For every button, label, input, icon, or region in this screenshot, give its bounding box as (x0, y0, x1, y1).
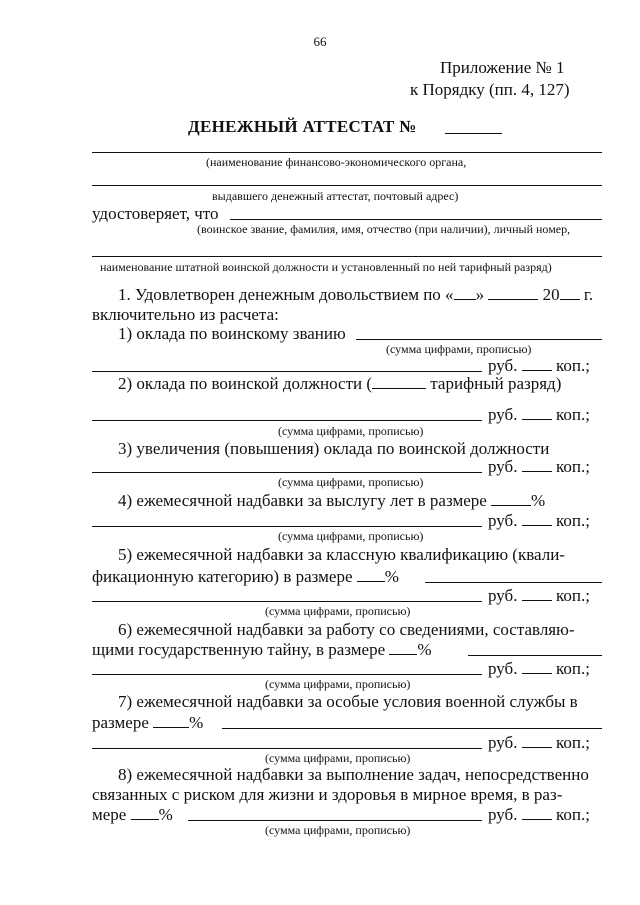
section1-text-b: » (475, 285, 485, 304)
kop-field[interactable] (522, 511, 552, 526)
position-caption: наименование штатной воинской должности и установленный по ней тарифный разряд) (100, 260, 552, 274)
kop-label: коп.; (555, 805, 590, 824)
finance-org-line[interactable] (92, 152, 602, 153)
item8-percent-field[interactable] (131, 805, 159, 820)
item6-line[interactable] (468, 655, 602, 656)
kop-field[interactable] (522, 356, 552, 371)
item7-rub-row (488, 733, 590, 753)
item7-percent: % (189, 713, 204, 732)
item7-percent-field[interactable] (153, 713, 189, 728)
kop-label: коп.; (555, 511, 590, 530)
item5-sum-line[interactable] (92, 601, 482, 602)
item4-sum-line[interactable] (92, 526, 482, 527)
item5-percent: % (384, 567, 399, 586)
item5-text-b: фикационную категорию) в размере (92, 567, 353, 586)
year-prefix: 20 (542, 285, 560, 304)
item8-text-c: мере (92, 805, 127, 824)
section1-line2: включительно из расчета: (92, 305, 279, 324)
item1-sum-line[interactable] (92, 371, 482, 372)
page-number: 66 (313, 34, 327, 49)
item1-rub-row (488, 356, 590, 376)
section1-line1 (118, 285, 593, 305)
item3-caption: (сумма цифрами, прописью) (278, 475, 424, 489)
item4-percent: % (531, 491, 546, 510)
year-field[interactable] (560, 285, 580, 300)
item5-line2 (92, 567, 399, 587)
rub-label: руб. (488, 511, 518, 530)
kop-field[interactable] (522, 457, 552, 472)
item3-sum-line[interactable] (92, 472, 482, 473)
item7-caption: (сумма цифрами, прописью) (265, 751, 411, 765)
item6-text-b: щими государственную тайну, в размере (92, 640, 386, 659)
item8-percent: % (158, 805, 173, 824)
certifies-label: удостоверяет, что (92, 204, 219, 223)
item4-line (118, 491, 545, 511)
item7-line2 (92, 713, 203, 733)
item2-caption: (сумма цифрами, прописью) (278, 424, 424, 438)
kop-label: коп.; (555, 457, 590, 476)
item4-caption: (сумма цифрами, прописью) (278, 529, 424, 543)
item6-rub-row (488, 659, 590, 679)
item8-line2: связанных с риском для жизни и здоровья в мирное время, в раз- (92, 785, 563, 804)
kop-label: коп.; (555, 733, 590, 752)
item5-line[interactable] (425, 582, 602, 583)
item6-percent-field[interactable] (389, 640, 417, 655)
order-reference: к Порядку (пп. 4, 127) (410, 80, 570, 99)
item8-caption: (сумма цифрами, прописью) (265, 823, 411, 837)
item6-sum-line[interactable] (92, 674, 482, 675)
issuer-address-line[interactable] (92, 185, 602, 186)
document-title: ДЕНЕЖНЫЙ АТТЕСТАТ № (188, 117, 417, 136)
kop-label: коп.; (555, 659, 590, 678)
finance-org-caption: (наименование финансово-экономического органа, (206, 155, 467, 169)
rub-label: руб. (488, 457, 518, 476)
item1-caption: (сумма цифрами, прописью) (386, 342, 532, 356)
position-line[interactable] (92, 256, 602, 257)
kop-label: коп.; (555, 586, 590, 605)
tariff-field[interactable] (372, 374, 426, 389)
item8-rub-row (488, 805, 590, 825)
item7-line[interactable] (222, 728, 602, 729)
item3-label: 3) увеличения (повышения) оклада по воинской должности (118, 439, 550, 458)
item2-text-a: 2) оклада по воинской должности ( (118, 374, 373, 393)
item4-rub-row (488, 511, 590, 531)
item7-line1: 7) ежемесячной надбавки за особые условия военной службы в (118, 692, 578, 711)
month-field[interactable] (488, 285, 538, 300)
item6-line2 (92, 640, 432, 660)
item5-caption: (сумма цифрами, прописью) (265, 604, 411, 618)
kop-field[interactable] (522, 586, 552, 601)
item7-sum-line[interactable] (92, 748, 482, 749)
item2-text-b: тарифный разряд) (430, 374, 562, 393)
kop-field[interactable] (522, 405, 552, 420)
item2-sum-line[interactable] (92, 420, 482, 421)
rub-label: руб. (488, 659, 518, 678)
kop-field[interactable] (522, 805, 552, 820)
item1-label: 1) оклада по воинскому званию (118, 324, 346, 343)
rub-label: руб. (488, 356, 518, 375)
kop-label: коп.; (555, 356, 590, 375)
item8-line1: 8) ежемесячной надбавки за выполнение задач, непосредственно (118, 765, 589, 784)
item4-text-a: 4) ежемесячной надбавки за выслугу лет в размере (118, 491, 487, 510)
item6-line1: 6) ежемесячной надбавки за работу со сведениями, составляю- (118, 620, 575, 639)
item5-rub-row (488, 586, 590, 606)
person-caption: (воинское звание, фамилия, имя, отчество (при наличии), личный номер, (197, 222, 571, 236)
item6-percent: % (417, 640, 432, 659)
item6-caption: (сумма цифрами, прописью) (265, 677, 411, 691)
item8-sum-line[interactable] (188, 820, 482, 821)
item5-percent-field[interactable] (357, 567, 385, 582)
rub-label: руб. (488, 805, 518, 824)
appendix-label: Приложение № 1 (440, 58, 565, 77)
number-field[interactable] (445, 133, 502, 134)
rub-label: руб. (488, 586, 518, 605)
item8-line3 (92, 805, 173, 825)
year-suffix: г. (583, 285, 594, 304)
kop-field[interactable] (522, 733, 552, 748)
day-field[interactable] (454, 285, 476, 300)
issuer-address-caption: выдавшего денежный аттестат, почтовый адрес) (212, 189, 459, 203)
kop-label: коп.; (555, 405, 590, 424)
item5-line1: 5) ежемесячной надбавки за классную квалификацию (квали- (118, 545, 565, 564)
item2-line (118, 374, 561, 394)
kop-field[interactable] (522, 659, 552, 674)
item3-rub-row (488, 457, 590, 477)
item2-rub-row (488, 405, 590, 425)
item4-percent-field[interactable] (491, 491, 531, 506)
item7-text-b: размере (92, 713, 149, 732)
person-line[interactable] (230, 219, 602, 220)
section1-text-a: 1. Удовлетворен денежным довольствием по « (118, 285, 454, 304)
rub-label: руб. (488, 405, 518, 424)
rub-label: руб. (488, 733, 518, 752)
item1-line[interactable] (356, 339, 602, 340)
